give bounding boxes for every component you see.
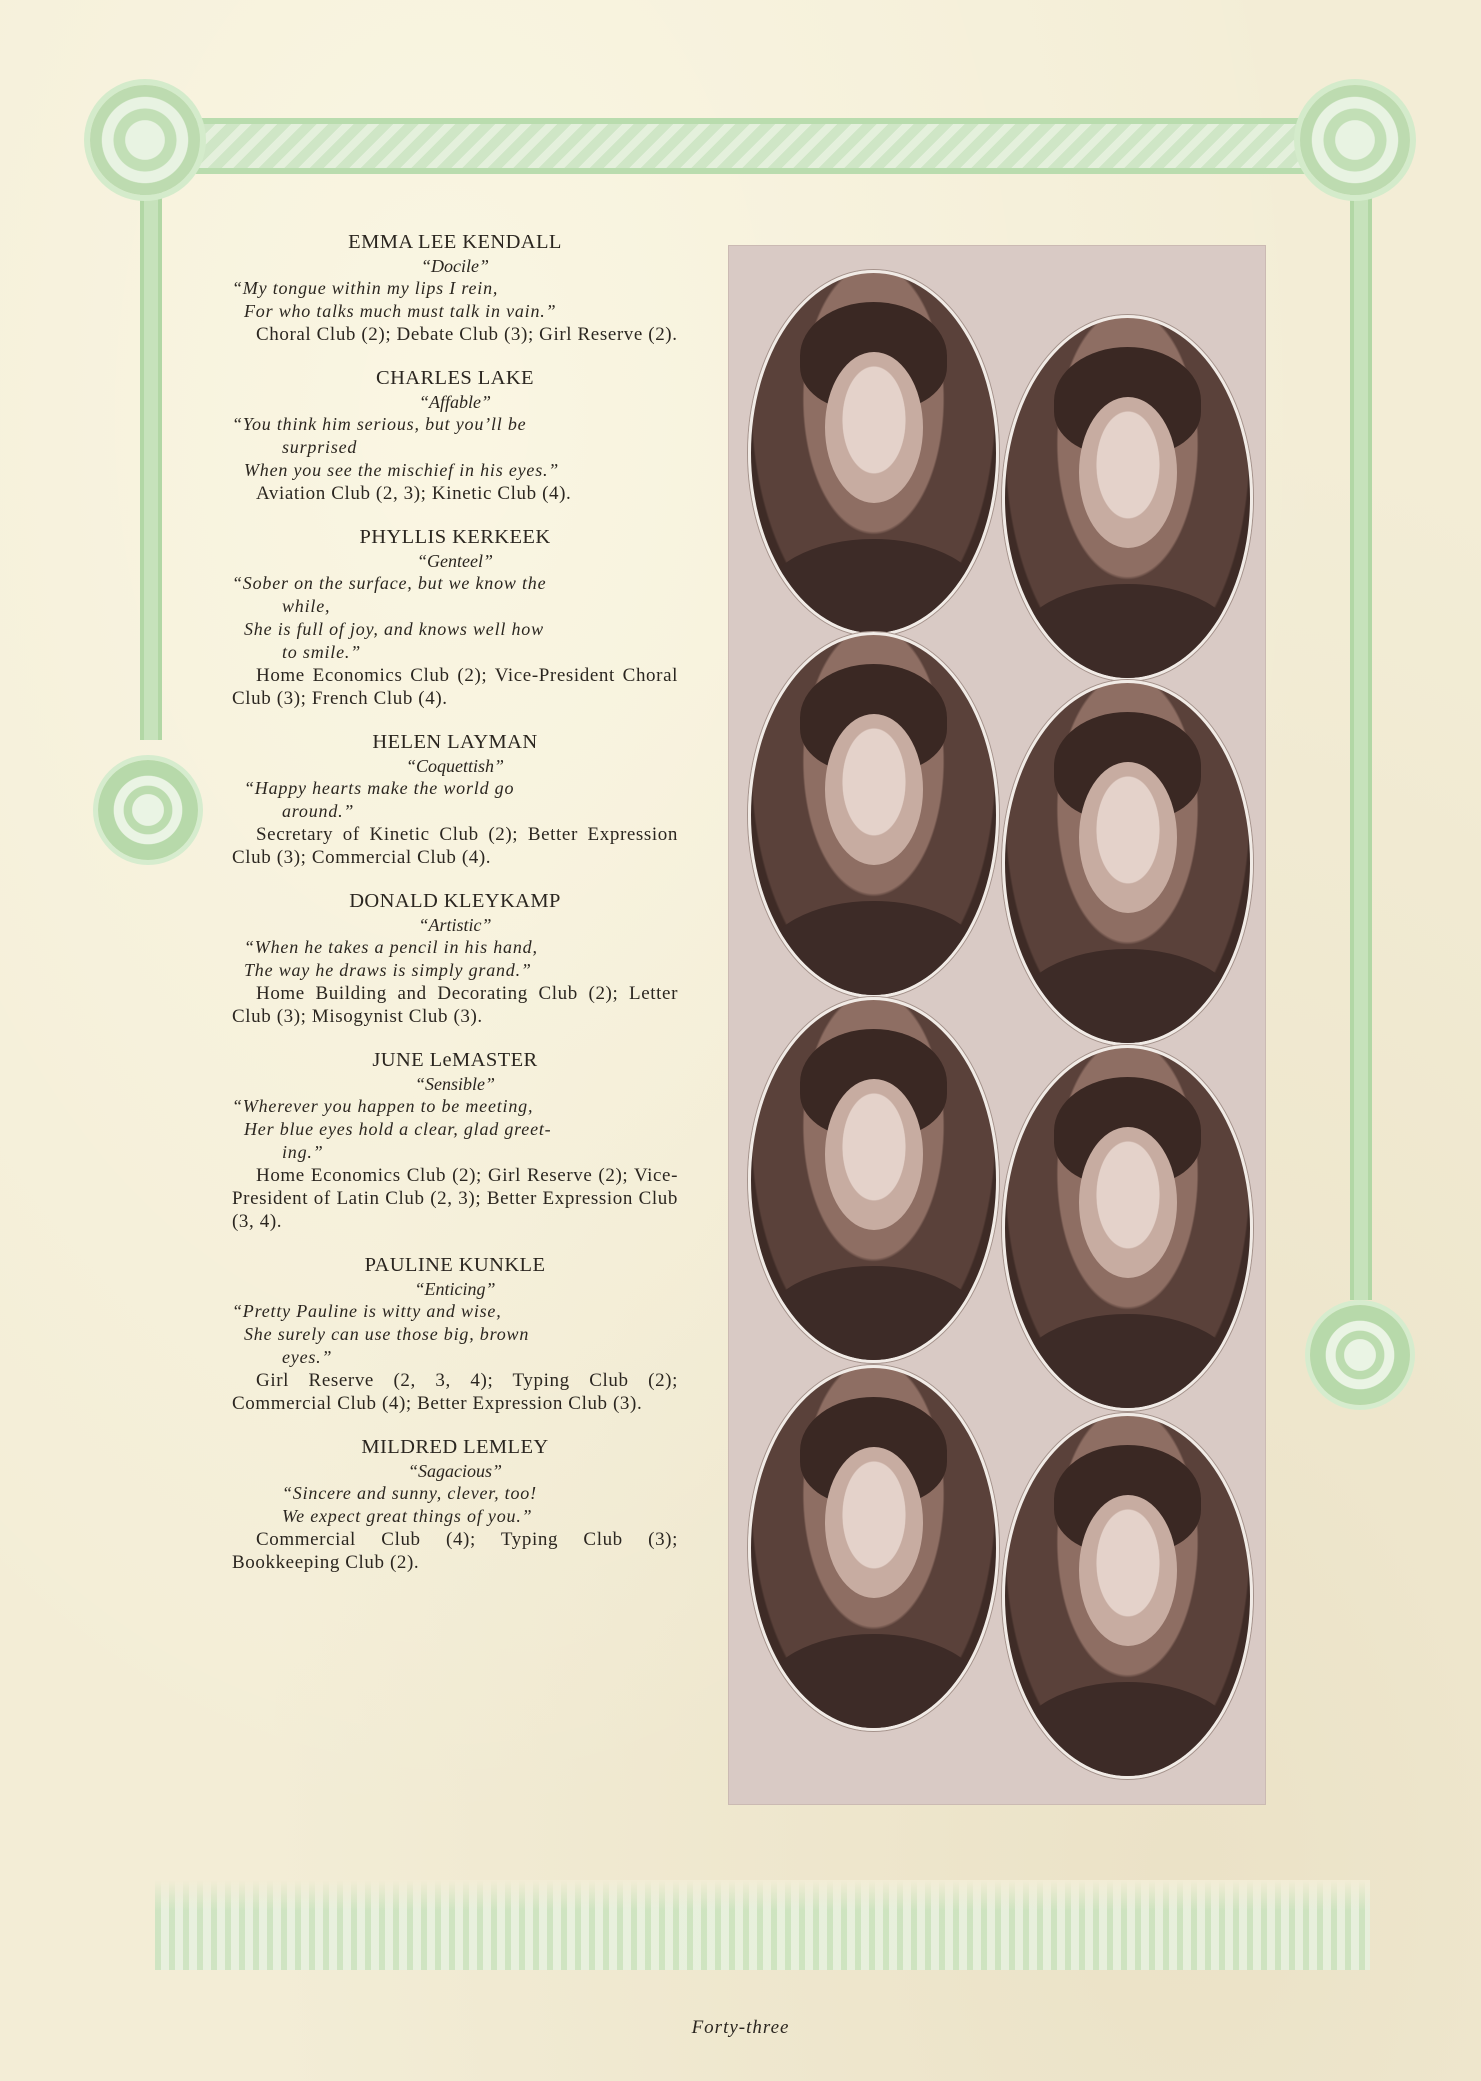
student-activities: Commercial Club (4); Typing Club (3); Bookkeeping Club (2).	[232, 1529, 678, 1573]
ship-scene-fade	[155, 1880, 1370, 1910]
student-quote	[232, 1095, 678, 1164]
student-activities: Home Building and Decorating Club (2); Letter Club (3); Misogynist Club (3).	[232, 983, 678, 1027]
border-left-decoration	[140, 180, 162, 740]
student-quote	[232, 1300, 678, 1369]
portrait-face	[825, 1447, 923, 1598]
portrait-photo	[748, 997, 999, 1363]
corner-ornament-right	[1300, 85, 1410, 195]
portrait-photo	[748, 1365, 999, 1731]
student-nickname: “Docile”	[420, 256, 489, 276]
student-entry	[232, 366, 678, 505]
student-nickname: “Sensible”	[414, 1074, 495, 1094]
quote-line: “Sober on the surface, but we know the	[232, 573, 547, 593]
quote-line: Her blue eyes hold a clear, glad greet-	[244, 1119, 552, 1139]
student-quote	[232, 936, 678, 982]
portrait-face	[1079, 1127, 1177, 1278]
student-nickname: “Sagacious”	[407, 1461, 503, 1481]
student-name: EMMA LEE KENDALL	[348, 231, 562, 253]
portrait-body	[1017, 584, 1238, 681]
student-entry	[232, 525, 678, 710]
portrait-body	[763, 1634, 984, 1731]
corner-ornament-left	[90, 85, 200, 195]
quote-line: The way he draws is simply grand.”	[244, 960, 532, 980]
quote-line: “When he takes a pencil in his hand,	[244, 937, 538, 957]
student-nickname: “Coquettish”	[405, 756, 505, 776]
student-name: JUNE LeMASTER	[372, 1049, 538, 1071]
quote-line: surprised	[282, 437, 358, 457]
quote-line: For who talks much must talk in vain.”	[244, 301, 557, 321]
student-activities: Girl Reserve (2, 3, 4); Typing Club (2); Commercial Club (4); Better Expression Club (3).	[232, 1370, 678, 1414]
portrait-photo	[1002, 315, 1253, 681]
portrait-body	[1017, 949, 1238, 1046]
student-quote	[232, 572, 678, 664]
student-name: MILDRED LEMLEY	[361, 1436, 549, 1458]
portrait-face	[825, 714, 923, 865]
quote-line: around.”	[282, 801, 355, 821]
portrait-face	[825, 1079, 923, 1230]
student-activities: Choral Club (2); Debate Club (3); Girl Reserve (2).	[256, 324, 678, 345]
student-entry	[232, 1253, 678, 1415]
quote-line: while,	[282, 596, 331, 616]
quote-line: “Happy hearts make the world go	[244, 778, 515, 798]
medallion-ornament-left	[98, 760, 198, 860]
student-entries	[232, 230, 678, 1594]
student-activities: Secretary of Kinetic Club (2); Better Expression Club (3); Commercial Club (4).	[232, 824, 678, 868]
student-quote	[232, 1482, 678, 1528]
portrait-body	[1017, 1314, 1238, 1411]
quote-line: “Sincere and sunny, clever, too!	[282, 1483, 537, 1503]
student-nickname: “Artistic”	[418, 915, 492, 935]
quote-line: “My tongue within my lips I rein,	[232, 278, 499, 298]
student-entry	[232, 889, 678, 1028]
student-quote	[232, 777, 678, 823]
student-nickname: “Affable”	[418, 392, 491, 412]
student-name: CHARLES LAKE	[376, 367, 534, 389]
student-quote	[232, 413, 678, 482]
page-number: Forty-three	[691, 2017, 790, 2038]
portrait-photo	[748, 270, 999, 636]
portrait-photo	[748, 632, 999, 998]
portrait-face	[1079, 762, 1177, 913]
quote-line: ing.”	[282, 1142, 324, 1162]
quote-line: When you see the mischief in his eyes.”	[244, 460, 560, 480]
quote-line: “Wherever you happen to be meeting,	[232, 1096, 534, 1116]
portrait-body	[763, 539, 984, 636]
portrait-photo	[1002, 1045, 1253, 1411]
student-quote	[232, 277, 678, 323]
portrait-panel	[728, 245, 1266, 1805]
quote-line: “Pretty Pauline is witty and wise,	[232, 1301, 502, 1321]
portrait-face	[1079, 1495, 1177, 1646]
portrait-body	[763, 901, 984, 998]
student-name: DONALD KLEYKAMP	[349, 890, 561, 912]
student-entry	[232, 730, 678, 869]
medallion-ornament-right	[1310, 1305, 1410, 1405]
student-activities: Home Economics Club (2); Vice-President Choral Club (3); French Club (4).	[232, 665, 678, 709]
portrait-face	[1079, 397, 1177, 548]
portrait-photo	[1002, 680, 1253, 1046]
student-name: PAULINE KUNKLE	[364, 1254, 546, 1276]
student-entry	[232, 1048, 678, 1233]
border-right-decoration	[1350, 180, 1372, 1300]
student-name: PHYLLIS KERKEEK	[359, 526, 551, 548]
portrait-photo	[1002, 1413, 1253, 1779]
quote-line: She is full of joy, and knows well how	[244, 619, 544, 639]
student-activities: Home Economics Club (2); Girl Reserve (2); Vice-President of Latin Club (2, 3); Better Expression Club (3, 4).	[232, 1165, 678, 1232]
portrait-face	[825, 352, 923, 503]
quote-line: eyes.”	[282, 1347, 333, 1367]
quote-line: We expect great things of you.”	[282, 1506, 533, 1526]
quote-line: She surely can use those big, brown	[244, 1324, 530, 1344]
student-nickname: “Genteel”	[417, 551, 493, 571]
student-name: HELEN LAYMAN	[372, 731, 538, 753]
student-activities: Aviation Club (2, 3); Kinetic Club (4).	[256, 483, 572, 504]
portrait-body	[1017, 1682, 1238, 1779]
border-top-decoration	[150, 118, 1340, 174]
quote-line: “You think him serious, but you’ll be	[232, 414, 527, 434]
student-entry	[232, 230, 678, 346]
student-entry	[232, 1435, 678, 1574]
portrait-body	[763, 1266, 984, 1363]
student-nickname: “Enticing”	[414, 1279, 496, 1299]
quote-line: to smile.”	[282, 642, 362, 662]
